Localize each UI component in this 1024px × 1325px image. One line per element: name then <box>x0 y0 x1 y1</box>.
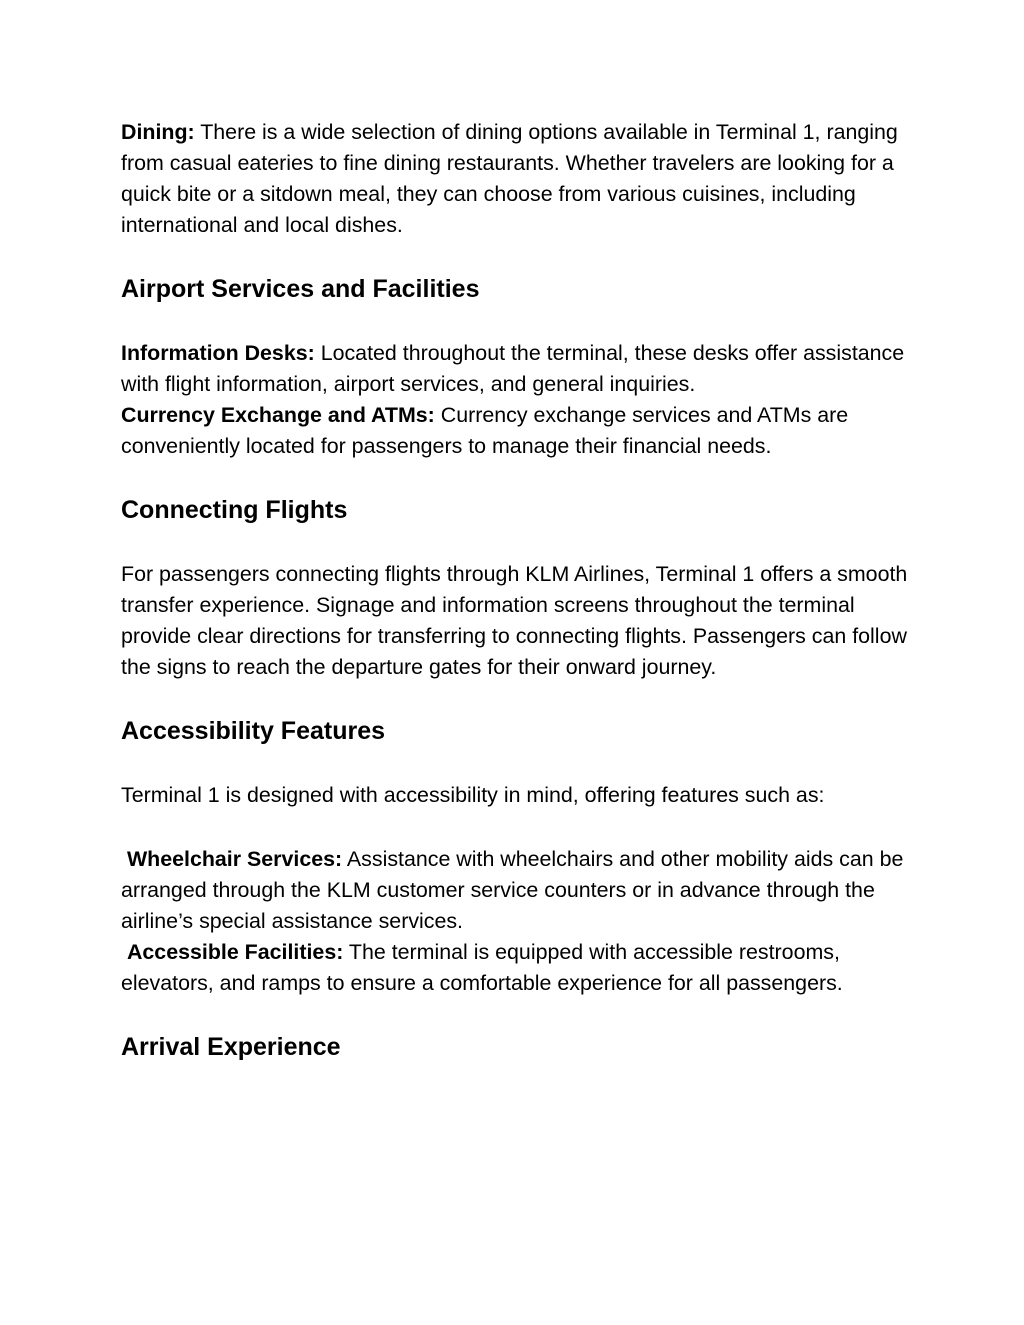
dining-label: Dining: <box>121 120 195 144</box>
connecting-flights-paragraph: For passengers connecting flights through KLM Airlines, Terminal 1 offers a smooth transfer experience. Signage and information screens throughout the terminal provide clear directions for transferring to connecting flights. Passengers can follow the signs to reach the departure gates for their onward journey. <box>121 562 908 679</box>
information-desks-label: Information Desks: <box>121 341 315 365</box>
wheelchair-services-paragraph <box>121 844 921 937</box>
information-desks-text: Located throughout the terminal, these desks offer assistance with flight information, airport services, and general inquiries. <box>121 341 905 396</box>
wheelchair-services-label: Wheelchair Services: <box>121 847 343 871</box>
connecting-flights-heading: Connecting Flights <box>121 496 348 524</box>
accessible-facilities-paragraph <box>121 937 921 999</box>
dining-paragraph <box>121 117 921 241</box>
document-page <box>121 117 921 1063</box>
services-heading: Airport Services and Facilities <box>121 275 480 303</box>
currency-exchange-paragraph <box>121 400 921 462</box>
currency-exchange-text: Currency exchange services and ATMs are conveniently located for passengers to manage their financial needs. <box>121 403 849 458</box>
accessibility-heading: Accessibility Features <box>121 717 386 745</box>
accessibility-intro: Terminal 1 is designed with accessibility in mind, offering features such as: <box>121 783 825 807</box>
arrival-heading: Arrival Experience <box>121 1033 341 1061</box>
accessible-facilities-label: Accessible Facilities: <box>121 940 344 964</box>
wheelchair-services-text: Assistance with wheelchairs and other mobility aids can be arranged through the KLM customer service counters or in advance through the airline’s special assistance services. <box>121 847 910 933</box>
dining-text: There is a wide selection of dining options available in Terminal 1, ranging from casual eateries to fine dining restaurants. Whether travelers are looking for a quick bite or a sitdown meal, they can choose from various cuisines, including international and local dishes. <box>121 120 898 237</box>
information-desks-paragraph <box>121 338 921 400</box>
accessible-facilities-text: The terminal is equipped with accessible restrooms, elevators, and ramps to ensure a comfortable experience for all passengers. <box>121 940 846 995</box>
currency-exchange-label: Currency Exchange and ATMs: <box>121 403 435 427</box>
